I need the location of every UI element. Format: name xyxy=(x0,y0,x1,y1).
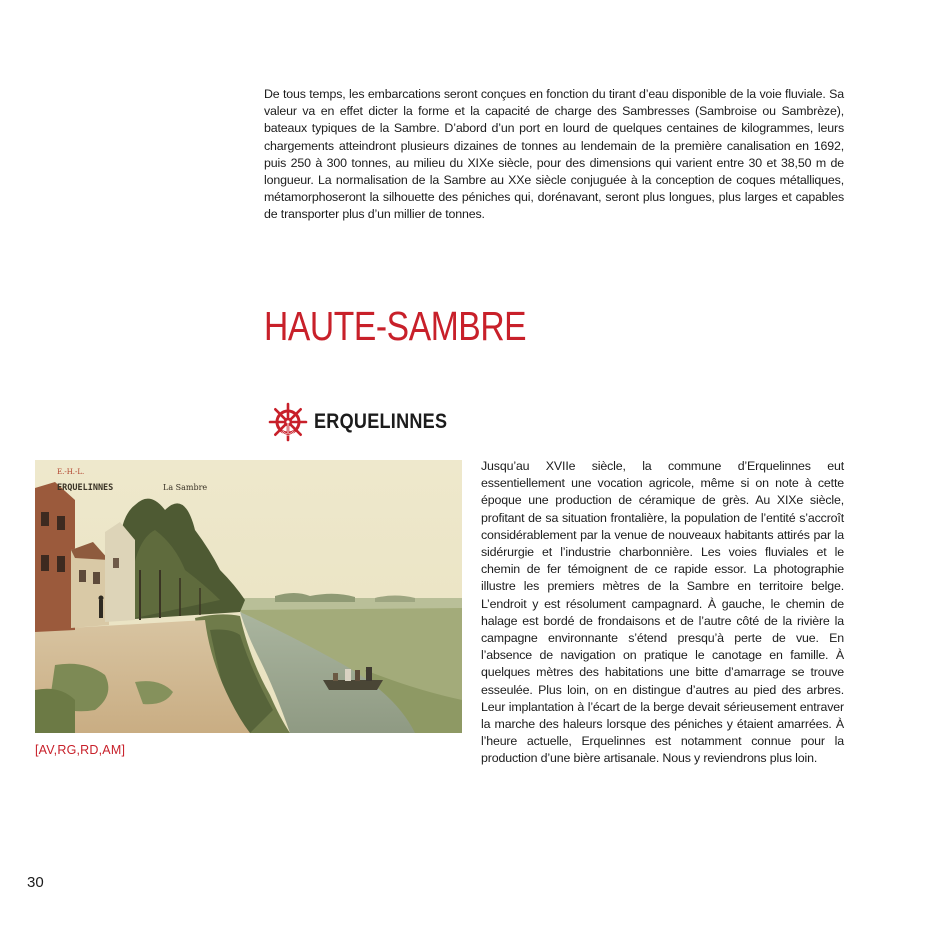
postcard-photo xyxy=(35,460,462,733)
ship-wheel-anchor-icon xyxy=(268,402,308,442)
postcard-mark: E.-H.-L. xyxy=(57,468,85,476)
body-paragraph: Jusqu’au XVIIe siècle, la commune d’Erquelinnes eut essentiellement une vocation agricole, même si on note à cette époque une production de céramique de grès. Au XIXe siècle, profitant de sa situation frontalière, la population de l’entité s’accroît considérablement par la venue de nouveaux habitants attirés par la sidérurgie et l’industrie charbonnière. Les voies fluviales et le chemin de fer témoignent de ce rapide essor. La photographie illustre les premiers mètres de la Sambre en territoire belge. L’endroit y est résolument campagnard. À gauche, le chemin de halage est bordé de frondaisons et de l’autre côté de la rivière la campagne environnante s’étend presqu’à perte de vue. En l’absence de navigation on pratique le canotage en famille. À quelques mètres des habitations une bitte d’amarrage se trouve esseulée. Plus loin, on en distingue d’autres au pied des arbres. Leur implantation à l’écart de la berge devait sérieusement entraver la marche des haleurs lorsque des péniches y étaient amarrées. À l’heure actuelle, Erquelinnes est notamment connue pour la production d’une bière artisanale. Nous y reviendrons plus loin. xyxy=(481,459,844,766)
photo-credit: [AV,RG,RD,AM] xyxy=(35,743,126,757)
subsection-heading xyxy=(268,400,469,444)
postcard-town: ERQUELINNES xyxy=(57,483,114,493)
section-title: HAUTE-SAMBRE xyxy=(264,303,527,349)
postcard-caption: La Sambre xyxy=(163,483,208,492)
subsection-title: ERQUELINNES xyxy=(314,410,448,433)
intro-paragraph: De tous temps, les embarcations seront conçues en fonction du tirant d’eau disponible de la voie fluviale. Sa valeur va en effet dicter la forme et la capacité de charge des Sambresses (Sambroise ou Sambrèze), bateaux typiques de la Sambre. D’abord d’un port en lourd de quelques centaines de kilogrammes, leurs chargements atteindront plusieurs dizaines de tonnes au lendemain de la première canalisation en 1692, puis 250 à 300 tonnes, au milieu du XIXe siècle, pour des dimensions qui varient entre 30 et 38,50 m de longueur. La normalisation de la Sambre au XXe siècle conjuguée à la conception de coques métalliques, métamorphoseront la silhouette des péniches qui, dorénavant, seront plus longues, plus larges et capables de transporter plus d’un millier de tonnes. xyxy=(264,87,844,222)
page-number: 30 xyxy=(27,874,44,891)
